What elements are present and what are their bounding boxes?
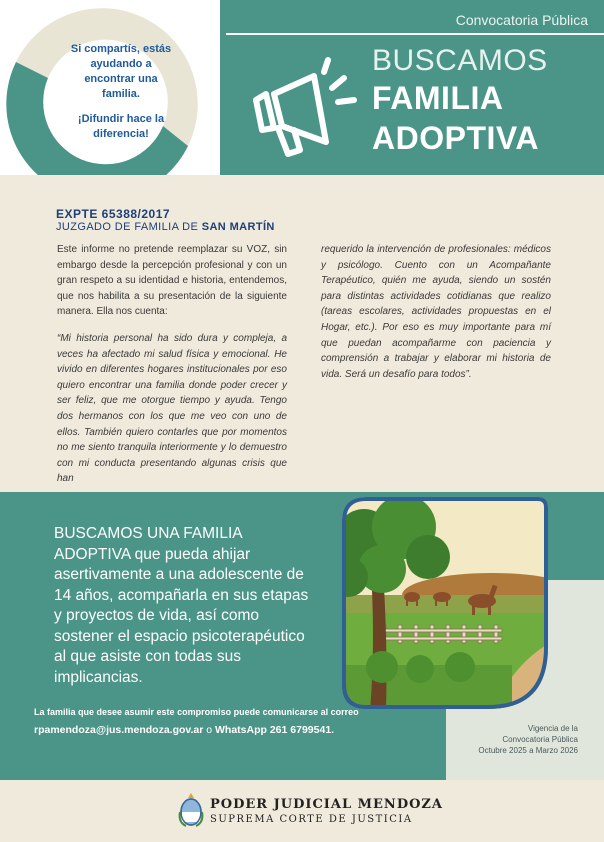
institution-subtitle: SUPREMA CORTE DE JUSTICIA (210, 814, 413, 825)
body-left-column (57, 242, 287, 498)
header-rule (226, 33, 604, 35)
appeal-text: BUSCAMOS UNA FAMILIA ADOPTIVA que pueda ahijar asertivamente a una adolescente de 14 años, acompañarla en sus etapas y proyectos de vida, así como sostener el espacio psicoterapéutico al que asiste con todas sus implicancias. (54, 525, 309, 686)
contact-details (34, 724, 334, 736)
validity-dates: Octubre 2025 a Marzo 2026 (478, 746, 578, 755)
quote-paragraph-1: “Mi historia personal ha sido dura y compleja, a veces ha afectado mi salud física y emocional. He vivido en diferentes hogares institucionales por eso quiero encontrar una familia donde poder crecer y ser feliz, que me otorgue tiempo y ayuda. Tengo dos hermanos con los que me veo con uno de ellos. También quiero contarles que por momentos no me siento tranquila interiormente y lo demuestro con mi conducta presentando algunas crisis que han (57, 332, 287, 485)
convocatoria-label: Convocatoria Pública (455, 12, 588, 28)
validity-text (446, 723, 578, 756)
coat-of-arms-icon (178, 792, 204, 828)
contact-connector: o (203, 724, 216, 736)
title-familia: FAMILIA (372, 80, 504, 116)
landscape-illustration (342, 497, 550, 711)
contact-email-link[interactable]: rpamendoza@jus.mendoza.gov.ar (34, 724, 204, 736)
institution-name: PODER JUDICIAL MENDOZA (210, 797, 443, 812)
court-prefix: JUZGADO DE FAMILIA DE (56, 221, 202, 233)
quote-paragraph-2: requerido la intervención de profesionales: médicos y psicólogo. Cuento con un Acompañante Terapéutico, quién me ayuda, siendo un sostén para distintas actividades cotidianas que realizo (tareas escolares, actividades propuestas en el Hogar, etc.). Por eso es muy importante para mí que puedan acompañarme con paciencia y comprensión a trabajar y elaborar mi historia de vida. Será un desafío para todos”. (321, 244, 551, 380)
validity-line1: Vigencia de la (527, 724, 578, 733)
case-number: EXPTE 65388/2017 (56, 207, 171, 221)
callout-share-text: Si compartís, estás ayudando a encontrar una familia. (70, 43, 172, 100)
contact-intro: La familia que desee asumir este compromiso puede comunicarse al correo (34, 707, 359, 717)
intro-paragraph: Este informe no pretende reemplazar su VOZ, sin embargo desde la percepción profesional y con un gran respeto a su identidad e historia, entendemos, que nos habilita a su presentación de la siguiente manera. Ella nos cuenta: (57, 244, 287, 318)
court-name (56, 221, 275, 233)
callout-text (66, 42, 176, 152)
title-buscamos: BUSCAMOS (372, 44, 548, 77)
callout-difundir-text: ¡Difundir hace la diferencia! (77, 113, 165, 140)
megaphone-icon (244, 52, 364, 162)
contact-whatsapp[interactable]: WhatsApp 261 6799541. (215, 724, 335, 736)
title-adoptiva: ADOPTIVA (372, 120, 539, 156)
court-place: SAN MARTÍN (201, 221, 275, 233)
validity-line2: Convocatoria Pública (502, 735, 578, 744)
